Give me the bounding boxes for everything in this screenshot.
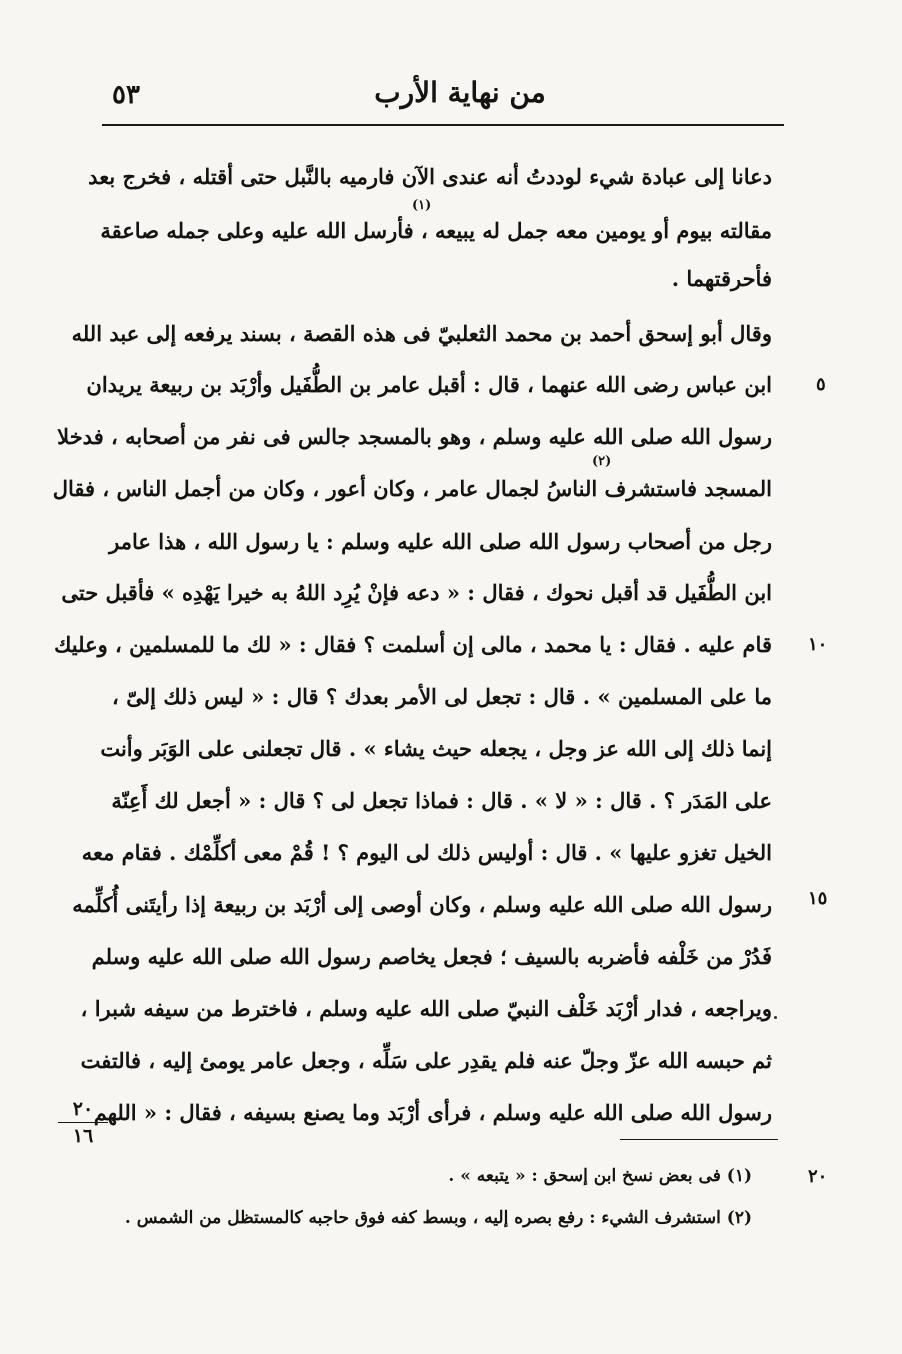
body-line: مقالته بيوم أو يومين معه جمل له يبيعه ، فأرسل الله عليه وعلى جمله صاعقة	[100, 218, 772, 243]
body-line: رجل من أصحاب رسول الله صلى الله عليه وسلم : يا رسول الله ، هذا عامر	[109, 529, 772, 554]
side-fraction-bottom: ١٦	[72, 1125, 94, 1147]
side-fraction-rule	[58, 1122, 108, 1123]
body-line: إنما ذلك إلى الله عز وجل ، يجعله حيث يشاء » . قال تجعلنى على الوَبَر وأنت	[100, 736, 772, 761]
body-line: دعانا إلى عبادة شيء لوددتُ أنه عندى الآن فارميه بالنَّبل حتى أقتله ، فخرج بعد	[88, 164, 772, 189]
body-line: فأحرقتهما .	[671, 266, 772, 291]
footnote: (١) فى بعض نسخ ابن إسحق : « يتبعه » .	[448, 1166, 752, 1186]
body-line: ثم حبسه الله عزّ وجلّ عنه فلم يقدِر على سَلِّه ، وجعل عامر يومئ إليه ، فالتفت	[80, 1048, 772, 1073]
footnote-mark-2: (٢)	[592, 454, 612, 469]
body-line: وقال أبو إسحق أحمد بن محمد الثعلبيّ فى هذه القصة ، بسند يرفعه إلى عبد الله	[71, 321, 772, 346]
footnote: (٢) استشرف الشيء : رفع بصره إليه ، وبسط كفه فوق حاجبه كالمستظل من الشمس .	[124, 1208, 752, 1228]
body-line: ويراجعه ، فدار أرْبَد خَلْف النبيّ صلى الله عليه وسلم ، فاخترط من سيفه شبرا ،	[80, 996, 772, 1021]
body-line: رسول الله صلى الله عليه وسلم ، وهو بالمسجد جالس فى نفر من أصحابه ، فدخلا	[57, 424, 772, 449]
body-line: فَدُرْ من خَلْفه فأضربه بالسيف ؛ فجعل يخاصم رسول الله صلى الله عليه وسلم	[91, 944, 772, 969]
body-line: ابن الطُّفَيل قد أقبل نحوك ، فقال : « دعه فإنْ يُرِد اللهُ به خيرا يَهْدِه » فأقبل حتى	[61, 580, 772, 605]
body-line: ابن عباس رضى الله عنهما ، قال : أقبل عامر بن الطُّفَيل وأرْبَد بن ربيعة يريدان	[86, 372, 772, 397]
body-line: الخيل تغزو عليها » . قال : أوليس ذلك لى اليوم ؟ ! قُمْ معى أكلِّمْك . فقام معه	[81, 840, 772, 865]
header-rule	[102, 124, 784, 126]
page-number: ٥٣	[112, 80, 140, 110]
side-fraction	[58, 1098, 108, 1147]
body-line: رسول الله صلى الله عليه وسلم ، فرأى أرْبَد وما يصنع بسيفه ، فقال : « اللهم	[93, 1100, 772, 1125]
margin-line-number: ٢٠	[808, 1166, 828, 1187]
footnote-mark-1: (١)	[412, 198, 432, 213]
footnote-rule	[620, 1139, 778, 1140]
body-line: ما على المسلمين » . قال : تجعل لى الأمر بعدك ؟ قال : « ليس ذلك إلىّ ،	[112, 684, 772, 709]
margin-line-number: ١٠	[808, 634, 828, 655]
body-line: المسجد فاستشرف الناسُ لجمال عامر ، وكان أعور ، وكان من أجمل الناس ، فقال	[52, 476, 772, 501]
page-header-title: من نهاية الأرب	[374, 76, 546, 109]
body-line: رسول الله صلى الله عليه وسلم ، وكان أوصى إلى أرْبَد بن ربيعة إذا رأيتَنى أُكلِّمه	[72, 892, 772, 917]
body-line: على المَدَر ؟ . قال : « لا » . قال : فماذا تجعل لى ؟ قال : « أجعل لك أَعِنّة	[111, 788, 772, 813]
side-fraction-top: ٢٠	[72, 1098, 94, 1120]
margin-line-number: ١٥	[808, 888, 828, 909]
speck	[774, 1016, 777, 1019]
margin-line-number: ٥	[816, 374, 826, 395]
body-line: قام عليه . فقال : يا محمد ، مالى إن أسلمت ؟ فقال : « لك ما للمسلمين ، وعليك	[54, 632, 772, 657]
